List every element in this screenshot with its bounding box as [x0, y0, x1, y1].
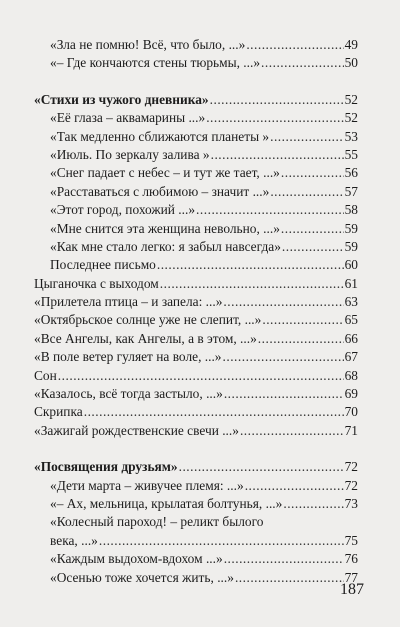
toc-entry-page-number: 52	[344, 110, 358, 126]
toc-entry	[34, 238, 358, 256]
toc-entry-page-number: 63	[344, 294, 358, 310]
dot-leader	[179, 458, 344, 476]
toc-entry	[34, 164, 358, 182]
toc-entry	[34, 385, 358, 403]
toc-entry-title: «В поле ветер гуляет на воле, ...»	[34, 349, 222, 365]
toc-entry	[34, 477, 358, 495]
toc-entry-title: «Все Ангелы, как Ангелы, а в этом, ...»	[34, 330, 257, 346]
page-number: 187	[340, 581, 364, 598]
dot-leader	[235, 569, 344, 587]
dot-leader	[282, 238, 344, 256]
toc-entry	[34, 146, 358, 164]
dot-leader	[281, 220, 344, 238]
toc-entry-page-number: 59	[344, 238, 358, 254]
toc-entry-page-number: 58	[344, 202, 358, 218]
toc-entry-page-number: 76	[344, 551, 358, 567]
toc-entry-page-number: 59	[344, 220, 358, 236]
toc-entry-title: Скрипка	[34, 404, 83, 420]
dot-leader	[224, 385, 344, 403]
dot-leader	[157, 256, 344, 274]
toc-entry	[34, 311, 358, 329]
toc-entry-title: «Июль. По зеркалу залива »	[50, 146, 210, 162]
toc-entry	[34, 348, 358, 366]
dot-leader	[270, 128, 344, 146]
dot-leader	[223, 348, 344, 366]
toc-entry-page-number: 72	[344, 477, 358, 493]
dot-leader	[240, 422, 344, 440]
toc-entry	[34, 532, 358, 550]
dot-leader	[99, 532, 344, 550]
toc-entry	[34, 275, 358, 293]
toc-entry-page-number: 52	[344, 91, 358, 107]
dot-leader	[281, 164, 344, 182]
dot-leader	[262, 311, 343, 329]
toc-entry-title: «Стихи из чужого дневника»	[34, 91, 209, 107]
toc-entry-title: «– Ах, мельница, крылатая болтунья, ...»	[50, 495, 283, 511]
toc-entry-title: «Расставаться с любимою – значит ...»	[50, 183, 270, 199]
toc-entry-title: «Снег падает с небес – и тут же тает, ...»	[50, 165, 280, 181]
toc-entry-title: «Зажигай рождественские свечи ...»	[34, 422, 239, 438]
toc-entry	[34, 403, 358, 421]
toc-entry-title: «Дети марта – живучее племя: ...»	[50, 477, 244, 493]
toc-entry-page-number: 55	[344, 146, 358, 162]
toc-entry	[34, 220, 358, 238]
toc-entry	[34, 109, 358, 127]
toc-entry	[34, 128, 358, 146]
toc-entry-page-number: 49	[344, 37, 358, 52]
dot-leader	[210, 91, 344, 109]
toc-entry	[34, 256, 358, 274]
toc-entry	[34, 367, 358, 385]
toc-entry-title: «Октябрьское солнце уже не слепит, ...»	[34, 312, 262, 328]
dot-leader	[245, 477, 344, 495]
toc-entry-page-number: 71	[344, 422, 358, 438]
toc-entry-title: «Осенью тоже хочется жить, ...»	[50, 569, 234, 585]
toc-entry	[34, 422, 358, 440]
toc-entry-title: «Посвящения друзьям»	[34, 459, 178, 475]
toc-entry	[34, 293, 358, 311]
dot-leader	[261, 54, 344, 72]
toc-entry-title: Последнее письмо	[50, 257, 156, 273]
dot-leader	[224, 550, 344, 568]
dot-leader	[196, 201, 344, 219]
toc-entry-page-number: 73	[344, 495, 358, 511]
toc-entry-title: «Мне снится эта женщина невольно, ...»	[50, 220, 280, 236]
dot-leader	[211, 146, 344, 164]
toc-entry-page-number: 75	[344, 532, 358, 548]
dot-leader	[84, 403, 344, 421]
dot-leader	[206, 109, 343, 127]
toc-entry-title: «Каждым выдохом-вдохом ...»	[50, 551, 223, 567]
dot-leader	[160, 275, 344, 293]
toc-entry-title: «– Где кончаются стены тюрьмы, ...»	[50, 55, 261, 71]
toc-entry-title: «Казалось, всё тогда застыло, ...»	[34, 386, 223, 402]
toc-entry-page-number: 67	[344, 349, 358, 365]
toc-entry-page-number: 56	[344, 165, 358, 181]
toc-entry-page-number: 57	[344, 183, 358, 199]
toc-entry-page-number: 65	[344, 312, 358, 328]
toc-entry-page-number: 72	[344, 459, 358, 475]
toc-entry-title: «Этот город, похожий ...»	[50, 202, 196, 218]
toc-entry-title: «Зла не помню! Всё, что было, ...»	[50, 37, 246, 52]
toc-entry-title: «Колесный пароход! – реликт былого	[50, 514, 264, 530]
toc-entry	[34, 513, 358, 531]
toc-entry-title: Сон	[34, 367, 57, 383]
dot-leader	[58, 367, 344, 385]
toc-section-heading	[34, 458, 358, 476]
toc-entry-page-number: 68	[344, 367, 358, 383]
toc-entry	[34, 569, 358, 587]
toc-entry	[34, 330, 358, 348]
table-of-contents	[34, 36, 358, 587]
toc-entry-title: века, ...»	[50, 532, 98, 548]
dot-leader	[223, 293, 343, 311]
toc-entry-page-number: 66	[344, 330, 358, 346]
dot-leader	[246, 36, 343, 54]
toc-entry	[34, 36, 358, 54]
toc-entry-page-number: 60	[344, 257, 358, 273]
toc-entry	[34, 550, 358, 568]
toc-entry-title: «Прилетела птица – и запела: ...»	[34, 294, 223, 310]
dot-leader	[283, 495, 343, 513]
toc-entry-page-number: 69	[344, 386, 358, 402]
toc-entry	[34, 495, 358, 513]
toc-entry-title: Цыганочка с выходом	[34, 275, 159, 291]
toc-entry	[34, 54, 358, 72]
toc-entry	[34, 201, 358, 219]
toc-section-heading	[34, 91, 358, 109]
toc-entry-page-number: 70	[344, 404, 358, 420]
toc-entry-title: «Как мне стало легко: я забыл навсегда»	[50, 238, 281, 254]
toc-entry-title: «Так медленно сближаются планеты »	[50, 128, 270, 144]
toc-entry-page-number: 53	[344, 128, 358, 144]
toc-entry-page-number: 77	[344, 569, 358, 585]
toc-entry-title: «Её глаза – аквамарины ...»	[50, 110, 206, 126]
toc-entry-page-number: 61	[344, 275, 358, 291]
toc-entry	[34, 183, 358, 201]
dot-leader	[270, 183, 343, 201]
dot-leader	[258, 330, 344, 348]
toc-entry-page-number: 50	[344, 55, 358, 71]
